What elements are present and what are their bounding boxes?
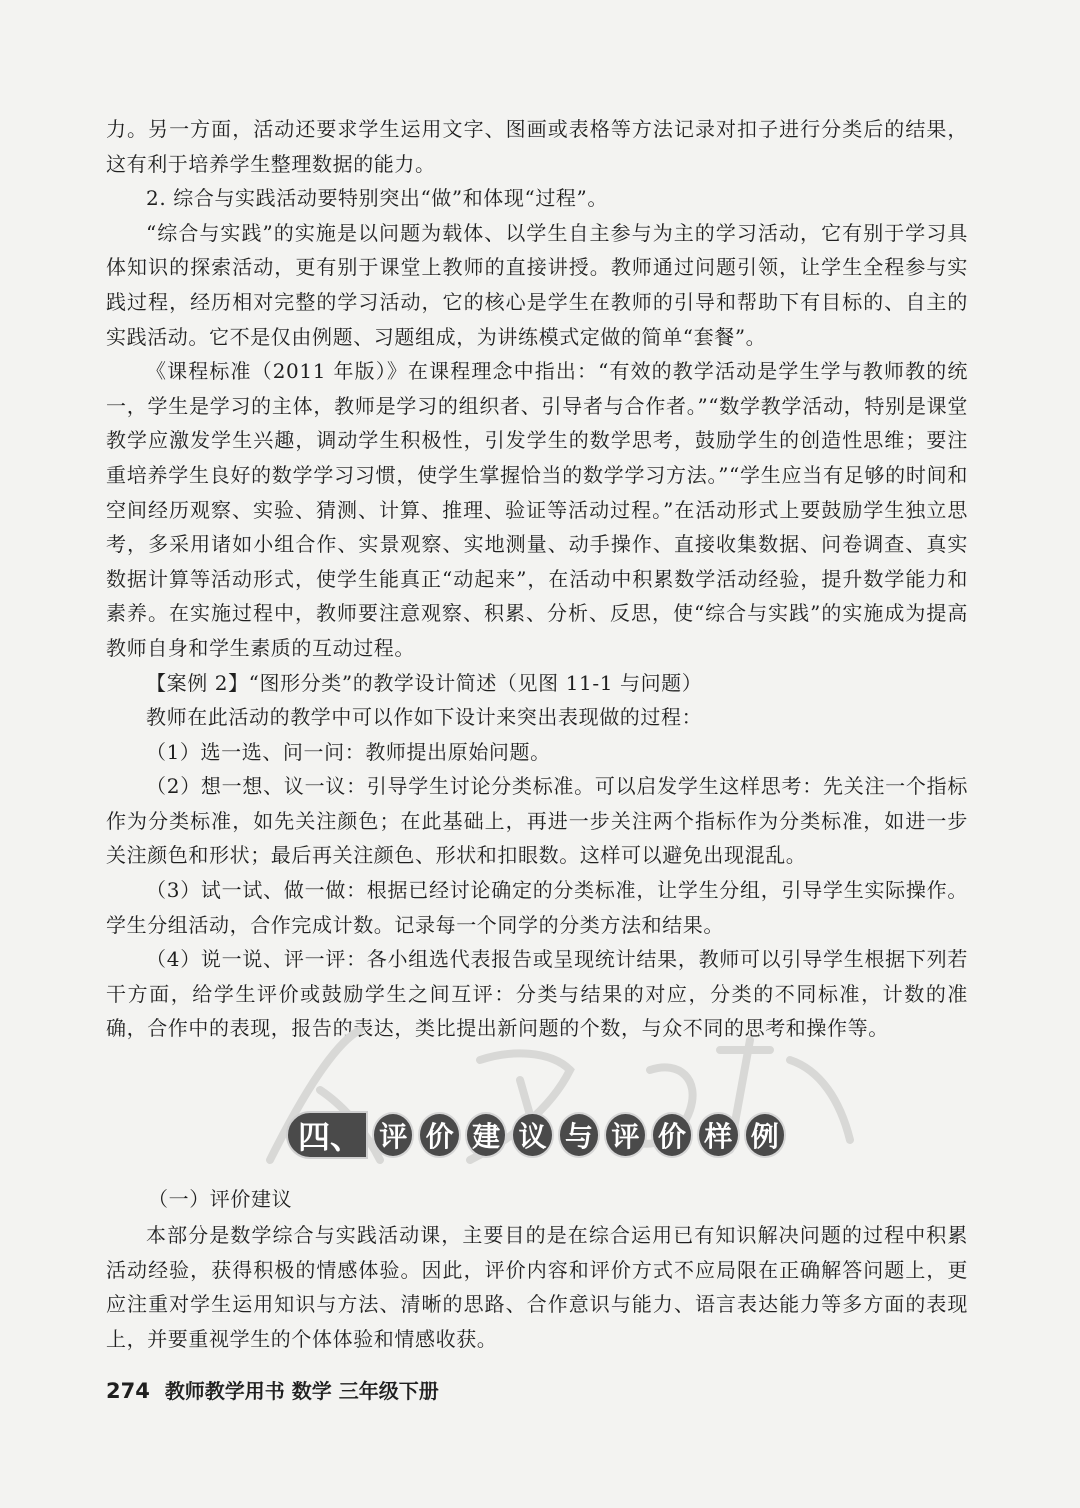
paragraph-practice: “综合与实践”的实施是以问题为载体、以学生自主参与为主的学习活动，它有别于学习具体知识的探索活动，更有别于课堂上教师的直接讲授。教师通过问题引领，让学生全程参与实践过程，经历相对完整的学习活动，它的核心是学生在教师的引导和帮助下有目标的、自主的实践活动。它不是仅由例题、习题组成，为讲练模式定做的简单“套餐”。 xyxy=(106,220,968,349)
paragraph-case-title: 【案例 2】“图形分类”的教学设计简述（见图 11-1 与问题） xyxy=(146,670,703,695)
section-title-char: 例 xyxy=(744,1112,786,1158)
paragraph-continuation: 力。另一方面，活动还要求学生运用文字、图画或表格等方法记录对扣子进行分类后的结果，这有利于培养学生整理数据的能力。 xyxy=(106,117,968,176)
evaluation-text xyxy=(106,1218,968,1356)
paragraph-step-4: （4）说一说、评一评：各小组选代表报告或呈现统计结果，教师可以引导学生根据下列若干方面，给学生评价或鼓励学生之间互评：分类与结果的对应，分类的不同标准，计数的准确，合作中的表现，报告的表达，类比提出新问题的个数，与众不同的思考和操作等。 xyxy=(106,947,968,1041)
section-title-char: 议 xyxy=(511,1112,553,1158)
section-title-char: 与 xyxy=(558,1112,600,1158)
paragraph-design-intro: 教师在此活动的教学中可以作如下设计来突出表现做的过程： xyxy=(146,705,703,730)
section-title-char: 样 xyxy=(697,1112,739,1158)
section-title-char: 评 xyxy=(372,1112,414,1158)
paragraph-step-3: （3）试一试、做一做：根据已经讨论确定的分类标准，让学生分组，引导学生实际操作。学生分组活动，合作完成计数。记录每一个同学的分类方法和结果。 xyxy=(106,878,968,937)
section-title-prefix: 四、 xyxy=(286,1111,368,1159)
paragraph-point-2: 2. 综合与实践活动要特别突出“做”和体现“过程”。 xyxy=(146,186,608,211)
paragraph-curriculum-standard: 《课程标准（2011 年版）》在课程理念中指出：“有效的教学活动是学生学与教师教的统一，学生是学习的主体，教师是学习的组织者、引导者与合作者。”“数学教学活动，特别是课堂教学应激发学生兴趣，调动学生积极性，引发学生的数学思考，鼓励学生的创造性思维；要注重培养学生良好的数学学习习惯，使学生掌握恰当的数学学习方法。”“学生应当有足够的时间和空间经历观察、实验、猜测、计算、推理、验证等活动过程。”在活动形式上要鼓励学生独立思考，多采用诸如小组合作、实景观察、实地测量、动手操作、直接收集数据、问卷调查、真实数据计算等活动形式，使学生能真正“动起来”，在活动中积累数学活动经验，提升数学能力和素养。在实施过程中，教师要注意观察、积累、分析、反思，使“综合与实践”的实施成为提高教师自身和学生素质的互动过程。 xyxy=(106,359,968,660)
section-title-banner xyxy=(286,1109,786,1161)
paragraph-evaluation: 本部分是数学综合与实践活动课，主要目的是在综合运用已有知识解决问题的过程中积累活动经验，获得积极的情感体验。因此，评价内容和评价方式不应局限在正确解答问题上，更应注重对学生运用知识与方法、清晰的思路、合作意识与能力、语言表达能力等多方面的表现上，并要重视学生的个体体验和情感收获。 xyxy=(106,1223,968,1351)
section-title-char: 评 xyxy=(604,1112,646,1158)
section-title-char: 价 xyxy=(651,1112,693,1158)
paragraph-step-2: （2）想一想、议一议：引导学生讨论分类标准。可以启发学生这样思考：先关注一个指标作为分类标准，如先关注颜色；在此基础上，再进一步关注两个指标作为分类标准，如进一步关注颜色和形状；最后再关注颜色、形状和扣眼数。这样可以避免出现混乱。 xyxy=(106,774,968,868)
book-title: 教师教学用书 数学 三年级下册 xyxy=(164,1379,439,1403)
sub-heading: （一）评价建议 xyxy=(148,1187,293,1211)
page-footer xyxy=(106,1375,439,1404)
section-title-char: 价 xyxy=(418,1112,460,1158)
page-number: 274 xyxy=(106,1379,150,1403)
section-title-char: 建 xyxy=(465,1112,507,1158)
paragraph-step-1: （1）选一选、问一问：教师提出原始问题。 xyxy=(146,739,551,764)
body-text xyxy=(106,112,968,1046)
